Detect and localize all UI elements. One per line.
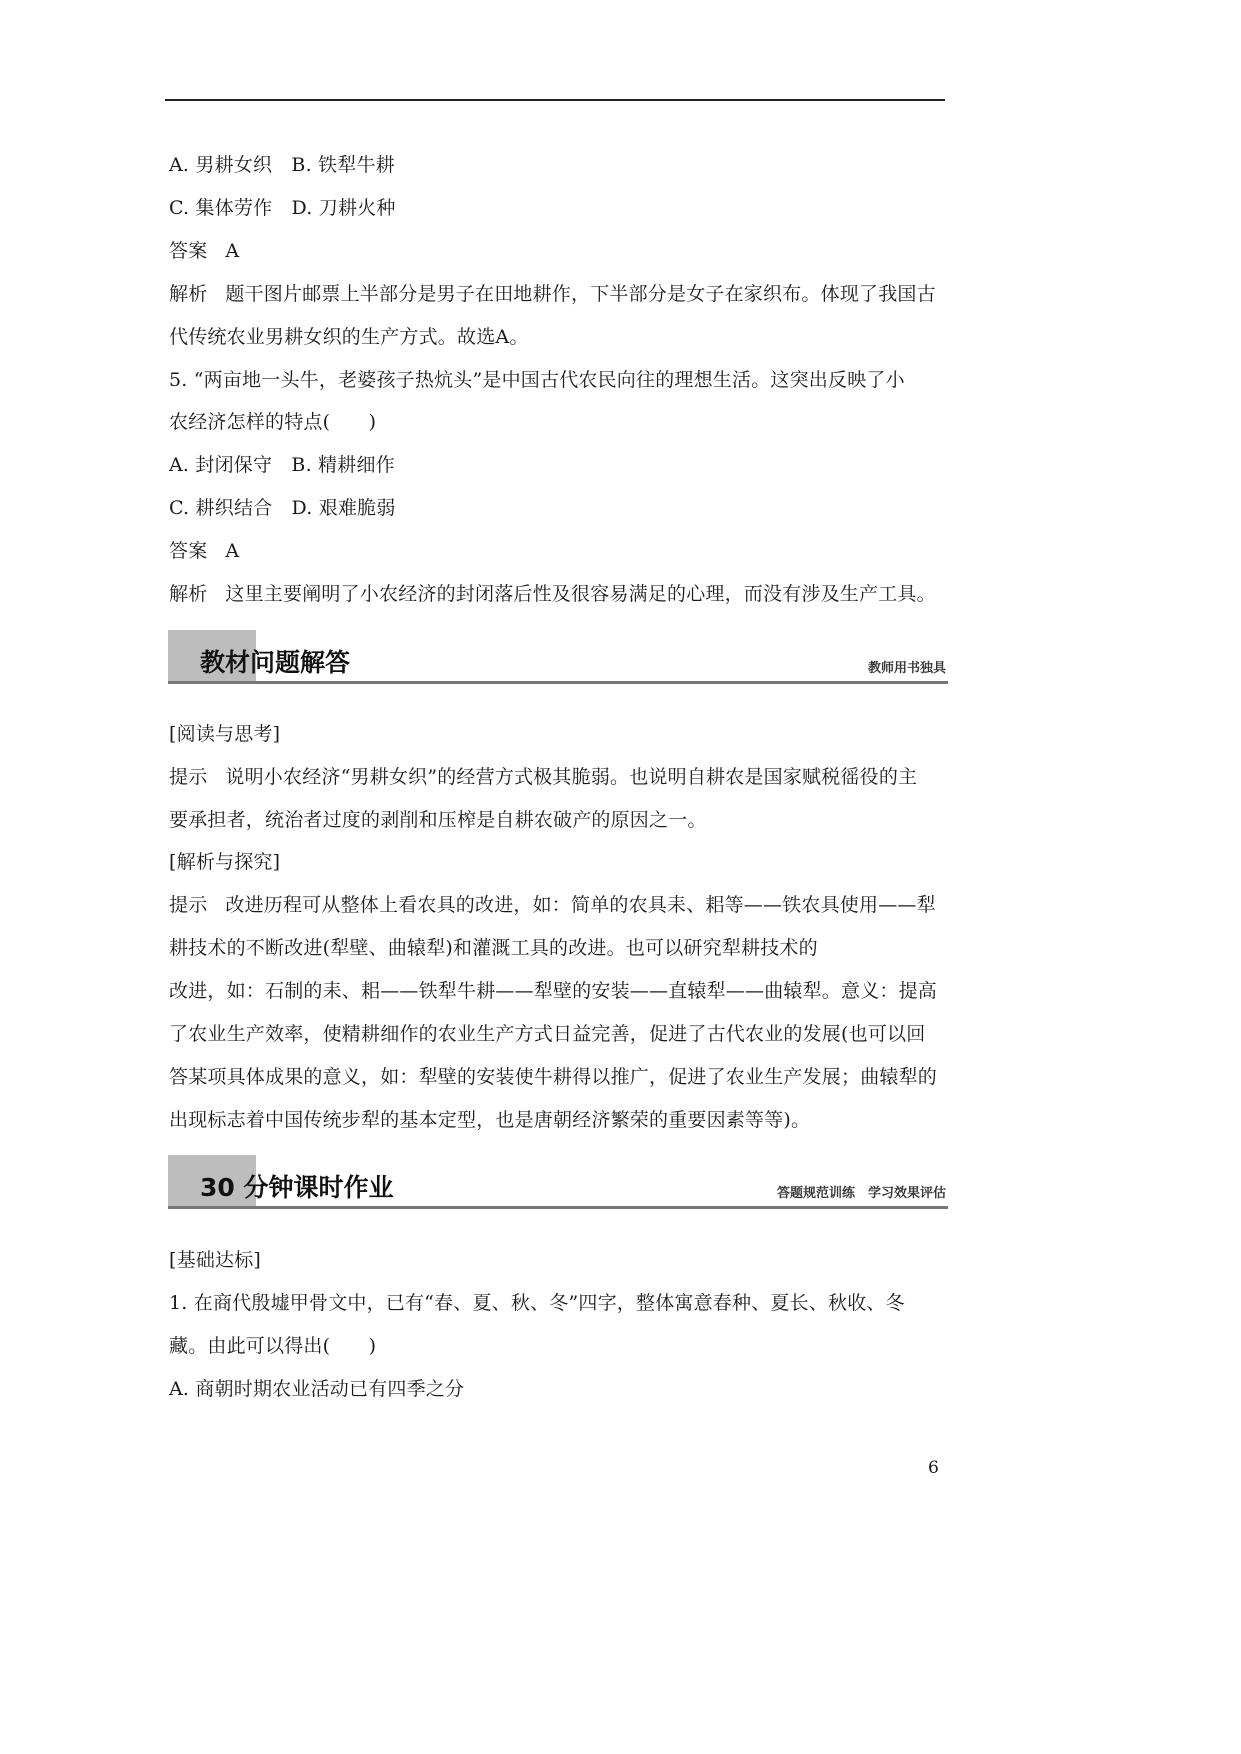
explore-line1 [169, 893, 936, 917]
basics-q1-line1: 1. 在商代殷墟甲骨文中，已有“春、夏、秋、冬”四字，整体寓意春种、夏长、秋收、冬 [169, 1292, 905, 1314]
analysis-label: 解析 [169, 583, 208, 605]
page-number: 6 [928, 1458, 939, 1478]
explore-line4: 了农业生产效率，使精耕细作的农业生产方式日益完善，促进了古代农业的发展(也可以回 [169, 1023, 926, 1045]
q4-options-cd: C. 集体劳作 D. 刀耕火种 [169, 197, 396, 219]
analysis-label: 解析 [169, 283, 208, 305]
q4-analysis-line2: 代传统农业男耕女织的生产方式。故选A。 [169, 326, 529, 348]
reading-line1 [169, 765, 917, 789]
answer-label: 答案 [169, 240, 208, 262]
basics-q1-line2: 藏。由此可以得出( ) [169, 1335, 377, 1357]
basics-q1-option-a: A. 商朝时期农业活动已有四季之分 [169, 1378, 465, 1400]
basics-heading: [基础达标] [169, 1249, 262, 1271]
reading-line2: 要承担者，统治者过度的剥削和压榨是自耕农破产的原因之一。 [169, 809, 707, 831]
hint-text: 改进历程可从整体上看农具的改进，如：简单的农具耒、耜等——铁农具使用——犁 [225, 894, 936, 916]
explore-heading: [解析与探究] [169, 851, 281, 873]
section-note: 答题规范训练 学习效果评估 [776, 1186, 946, 1201]
q5-stem-line2: 农经济怎样的特点( ) [169, 411, 377, 433]
answer-value: A [225, 240, 240, 262]
hint-label: 提示 [169, 894, 208, 916]
q5-analysis [169, 582, 936, 606]
section-header-homework [168, 1155, 948, 1209]
answer-value: A [225, 540, 240, 562]
answer-label: 答案 [169, 540, 208, 562]
q4-options-ab: A. 男耕女织 B. 铁犁牛耕 [169, 154, 395, 176]
q5-stem-line1: 5. “两亩地一头牛，老婆孩子热炕头”是中国古代农民向往的理想生活。这突出反映了小 [169, 369, 905, 391]
section-title: 30 分钟课时作业 [200, 1173, 394, 1202]
section-rule [168, 1206, 948, 1209]
q4-analysis-line1 [169, 282, 936, 306]
q5-options-cd: C. 耕织结合 D. 艰难脆弱 [169, 497, 396, 519]
q4-answer [169, 239, 239, 263]
explore-line2: 耕技术的不断改进(犁壁、曲辕犁)和灌溉工具的改进。也可以研究犁耕技术的 [169, 937, 818, 959]
analysis-text: 题干图片邮票上半部分是男子在田地耕作，下半部分是女子在家织布。体现了我国古 [225, 283, 936, 305]
explore-line5: 答某项具体成果的意义，如：犁壁的安装使牛耕得以推广，促进了农业生产发展；曲辕犁的 [169, 1066, 938, 1088]
header-rule [165, 99, 945, 101]
section-rule [168, 681, 948, 684]
reading-heading: [阅读与思考] [169, 723, 281, 745]
hint-label: 提示 [169, 766, 208, 788]
analysis-text: 这里主要阐明了小农经济的封闭落后性及很容易满足的心理，而没有涉及生产工具。 [225, 583, 936, 605]
section-title: 教材问题解答 [200, 648, 351, 677]
section-header-textbook-answers [168, 630, 948, 684]
hint-text: 说明小农经济“男耕女织”的经营方式极其脆弱。也说明自耕农是国家赋税徭役的主 [225, 766, 918, 788]
q5-answer [169, 539, 239, 563]
q5-options-ab: A. 封闭保守 B. 精耕细作 [169, 454, 395, 476]
section-note: 教师用书独具 [867, 661, 946, 676]
explore-line6: 出现标志着中国传统步犁的基本定型，也是唐朝经济繁荣的重要因素等等)。 [169, 1109, 811, 1131]
explore-line3: 改进，如：石制的耒、耜——铁犁牛耕——犁壁的安装——直辕犁——曲辕犁。意义：提高 [169, 980, 938, 1002]
